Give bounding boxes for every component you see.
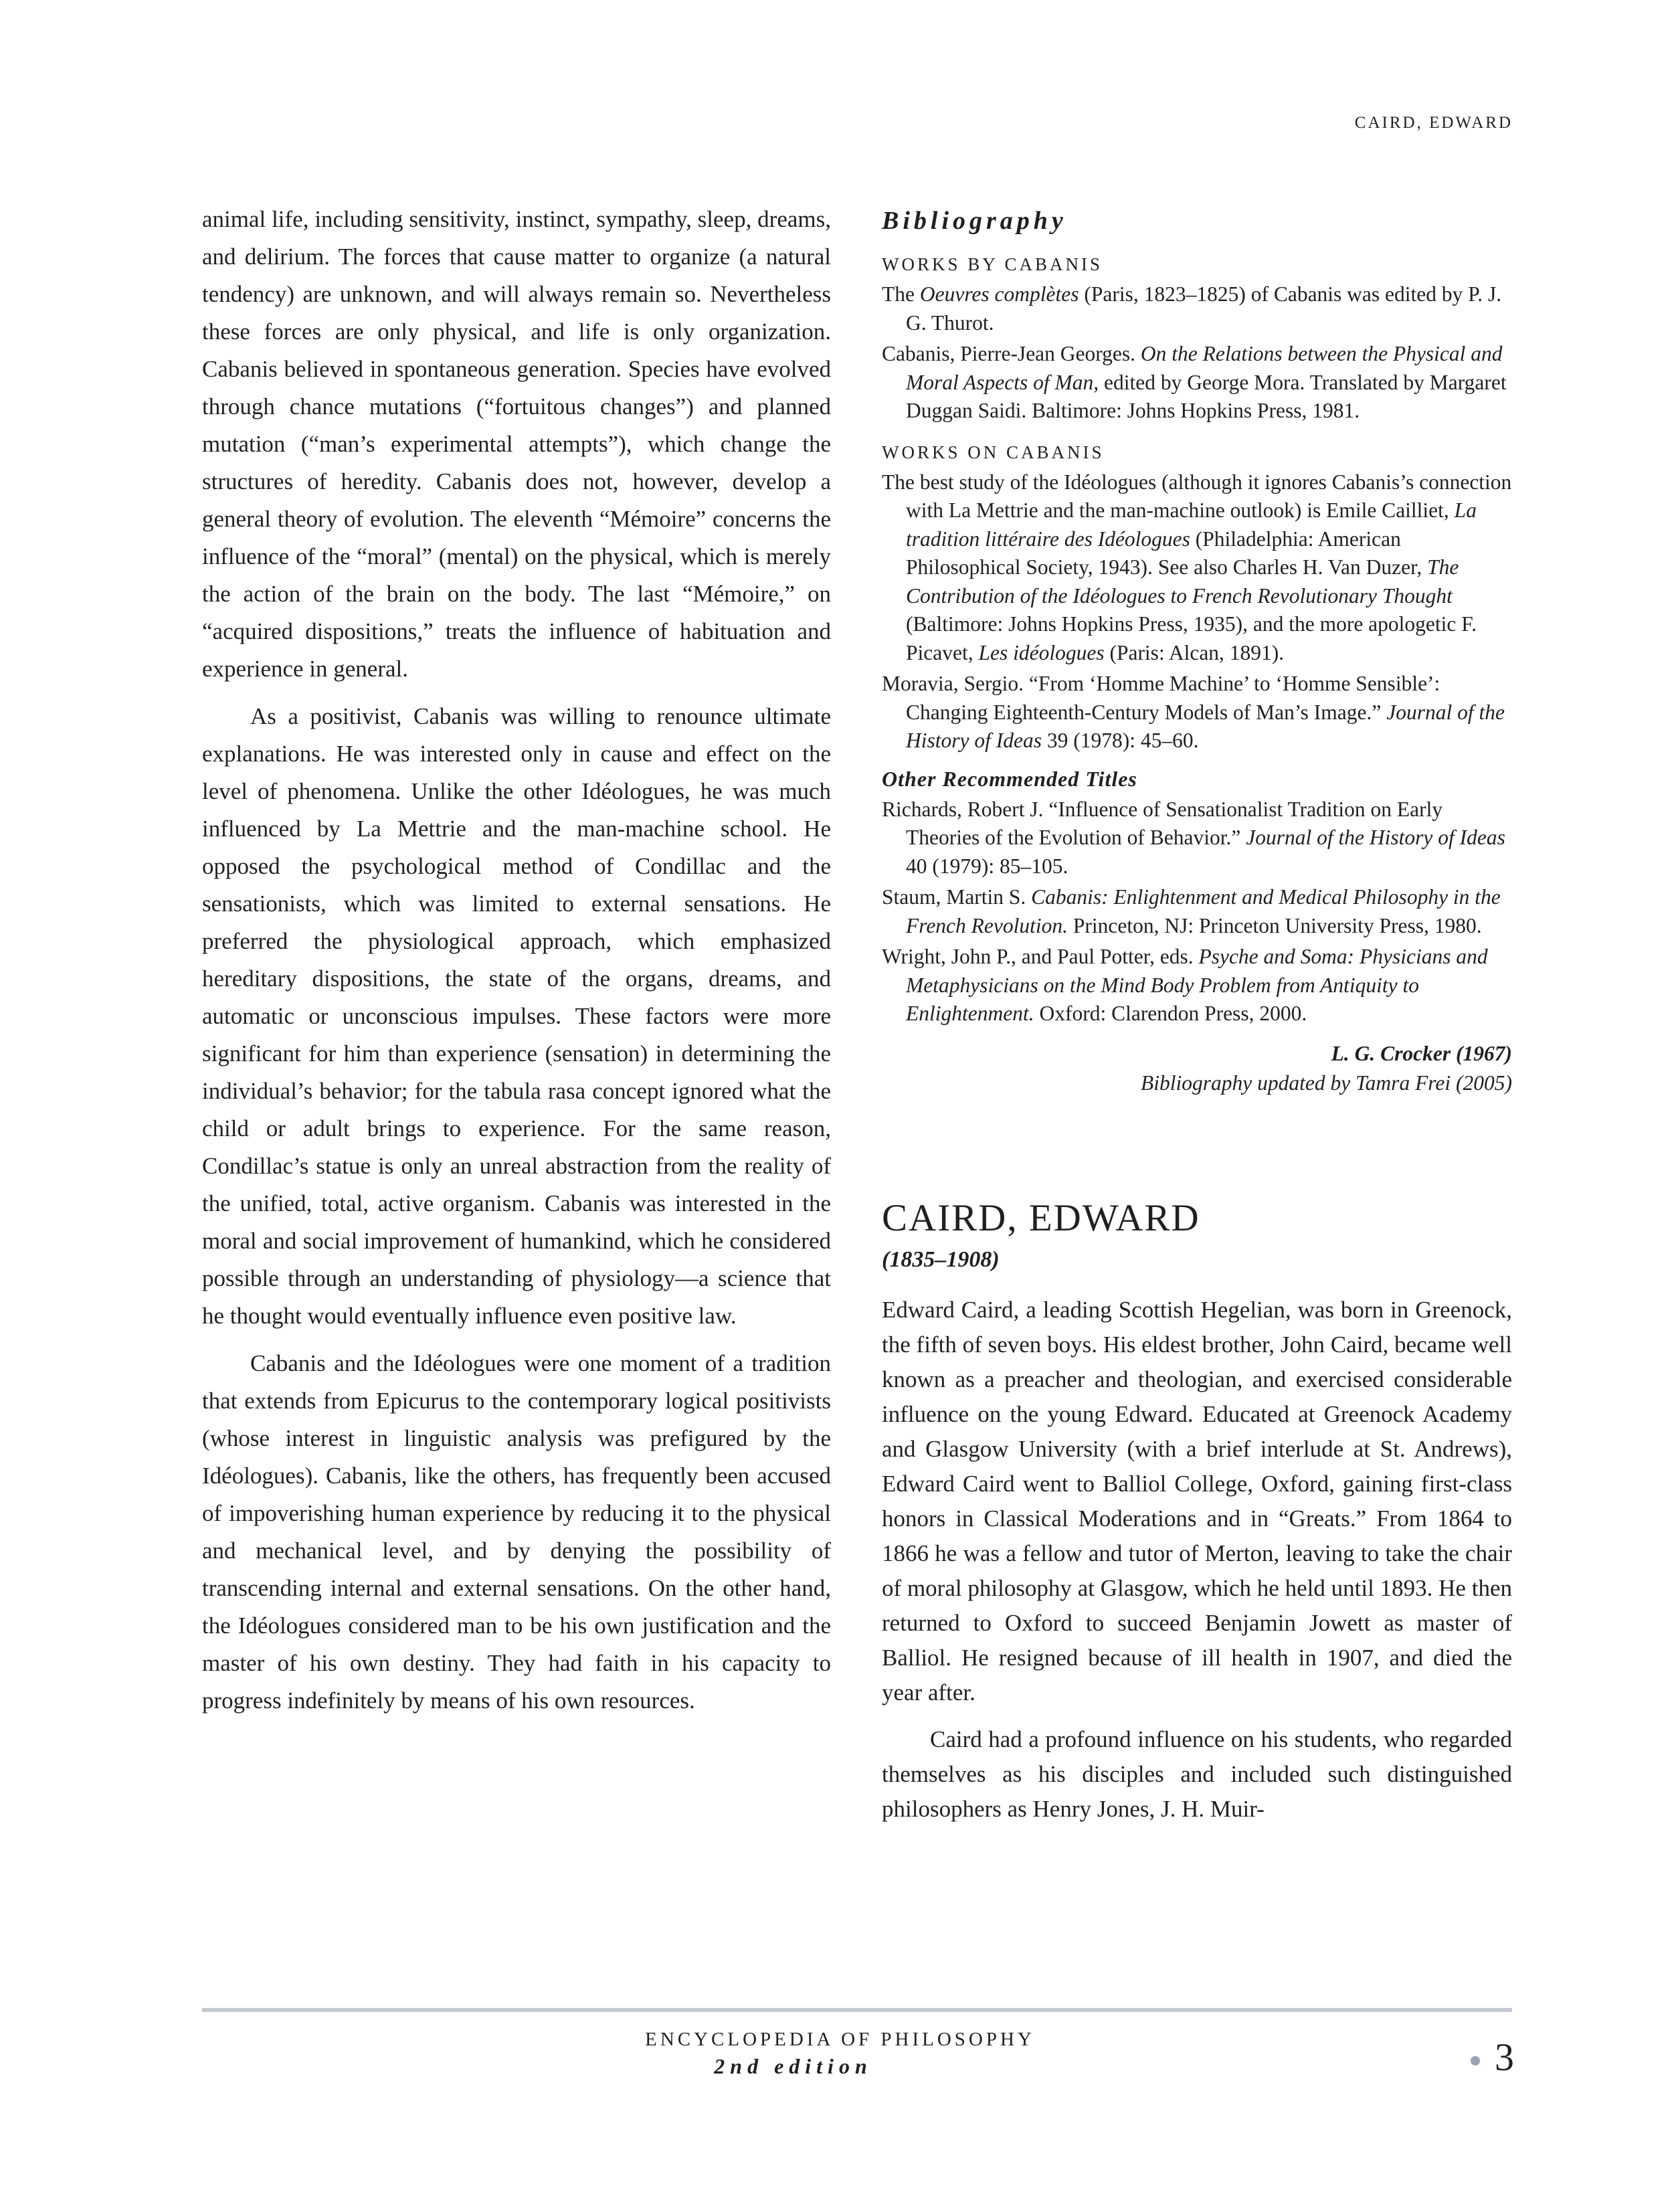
bibliography-entry: Wright, John P., and Paul Potter, eds. Psyche and Soma: Physicians and Metaphysicians on the Mind Body Problem from Antiquity to Enlightenment. Oxford: Clarendon Press, 2000. — [882, 945, 1488, 1025]
footer-rule — [202, 2008, 1512, 2012]
body-paragraph: Cabanis and the Idéologues were one moment of a tradition that extends from Epicurus to the contemporary logical positivists (whose interest in linguistic analysis was prefigured by the Idéologues). Cabanis, like the others, has frequently been accused of impoverishing human experience by reducing it to the physical and mechanical level, and by denying the possibility of transcending internal and external sensations. On the other hand, the Idéologues considered man to be his own justification and the master of his own destiny. They had faith in his capacity to progress indefinitely by means of his own resources. — [202, 1350, 831, 1714]
body-paragraph: As a positivist, Cabanis was willing to renounce ultimate explanations. He was interested only in cause and effect on the level of phenomena. Unlike the other Idéologues, he was much influenced by La Mettrie and the man-machine school. He opposed the psychological method of Condillac and the sensationists, which was limited to external sensations. He preferred the physiological approach, which emphasized hereditary dispositions, the state of the organs, dreams, and automatic or unconscious impulses. These factors were more significant for him than experience (sensation) in determining the individual’s behavior; for the tabula rasa concept ignored what the child or adult brings to experience. For the same reason, Condillac’s statue is only an unreal abstraction from the reality of the unified, total, active organism. Cabanis was interested in the moral and social improvement of humankind, which he considered possible through an understanding of physiology—a science that he thought would eventually influence even positive law. — [202, 703, 831, 1329]
body-paragraph: animal life, including sensitivity, instinct, sympathy, sleep, dreams, and delirium. The forces that cause matter to organize (a natural tendency) are unknown, and will always remain so. Nevertheless these forces are only physical, and life is only organization. Cabanis believed in spontaneous generation. Species have evolved through chance mutations (“fortuitous changes”) and planned mutation (“man’s experimental attempts”), which change the structures of heredity. Cabanis does not, however, develop a general theory of evolution. The eleventh “Mémoire” concerns the influence of the “moral” (mental) on the physical, which is merely the action of the brain on the body. The last “Mémoire,” on “acquired dispositions,” treats the influence of habituation and experience in general. — [202, 206, 831, 682]
article-title: CAIRD, EDWARD — [882, 1196, 1200, 1239]
page-number: 3 — [1495, 2035, 1514, 2079]
bibliography-entry: The best study of the Idéologues (although it ignores Cabanis’s connection with La Mettrie and the man-machine outlook) is Emile Cailliet, La tradition littéraire des Idéologues (Philadelphia: American Philosophical Society, 1943). See also Charles H. Van Duzer, The Contribution of the Idéologues to French Revolutionary Thought (Baltimore: Johns Hopkins Press, 1935), and the more apologetic F. Picavet, Les idéologues (Paris: Alcan, 1891). — [882, 470, 1512, 664]
bibliography-entry: Staum, Martin S. Cabanis: Enlightenment and Medical Philosophy in the French Revolution. Princeton, NJ: Princeton University Press, 1980. — [882, 885, 1501, 937]
footer-publication-title: ENCYCLOPEDIA OF PHILOSOPHY — [645, 2029, 1035, 2050]
body-paragraph: Edward Caird, a leading Scottish Hegelian, was born in Greenock, the fifth of seven boys. His eldest brother, John Caird, became well known as a preacher and theologian, and exercised considerable influence on the young Edward. Educated at Greenock Academy and Glasgow University (with a brief interlude at St. Andrews), Edward Caird went to Balliol College, Oxford, gaining first-class honors in Classical Moderations and in “Greats.” From 1864 to 1866 he was a fellow and tutor of Merton, leaving to take the chair of moral philosophy at Glasgow, which he held until 1893. He then returned to Oxford to succeed Benjamin Jowett as master of Balliol. He resigned because of ill health in 1907, and died the year after. — [882, 1296, 1512, 1706]
bibliography-section-heading: Other Recommended Titles — [882, 766, 1137, 791]
body-paragraph: Caird had a profound influence on his students, who regarded themselves as his disciples and included such distinguished philosophers as Henry Jones, J. H. Muir- — [882, 1726, 1512, 1822]
right-column — [882, 201, 1512, 1839]
bibliography-section-heading: WORKS BY CABANIS — [882, 254, 1103, 274]
bibliography-entry: The Oeuvres complètes (Paris, 1823–1825) of Cabanis was edited by P. J. G. Thurot. — [882, 282, 1502, 335]
bibliography-heading: Bibliography — [882, 207, 1067, 235]
bibliography-entry: Richards, Robert J. “Influence of Sensationalist Tradition on Early Theories of the Evolution of Behavior.” Journal of the History of Ideas 40 (1979): 85–105. — [882, 797, 1505, 878]
bibliography-entry: Cabanis, Pierre-Jean Georges. On the Relations between the Physical and Moral Aspects of Man, edited by George Mora. Translated by Margaret Duggan Saidi. Baltimore: Johns Hopkins Press, 1981. — [882, 342, 1507, 422]
bibliography-entry: Moravia, Sergio. “From ‘Homme Machine’ to ‘Homme Sensible’: Changing Eighteenth-Century Models of Man’s Image.” Journal of the History of Ideas 39 (1978): 45–60. — [882, 672, 1505, 752]
bibliography-section-heading: WORKS ON CABANIS — [882, 442, 1105, 462]
update-credit: Bibliography updated by Tamra Frei (2005) — [1140, 1071, 1512, 1095]
bullet-icon — [1471, 2056, 1480, 2065]
footer-edition: 2nd edition — [714, 2054, 872, 2078]
author-credit: L. G. Crocker (1967) — [1331, 1041, 1512, 1065]
left-column — [202, 201, 831, 1730]
article-dates: (1835–1908) — [882, 1247, 1000, 1272]
running-head: CAIRD, EDWARD — [1354, 114, 1513, 132]
byline — [882, 1039, 1512, 1098]
article-body — [882, 1293, 1512, 1827]
